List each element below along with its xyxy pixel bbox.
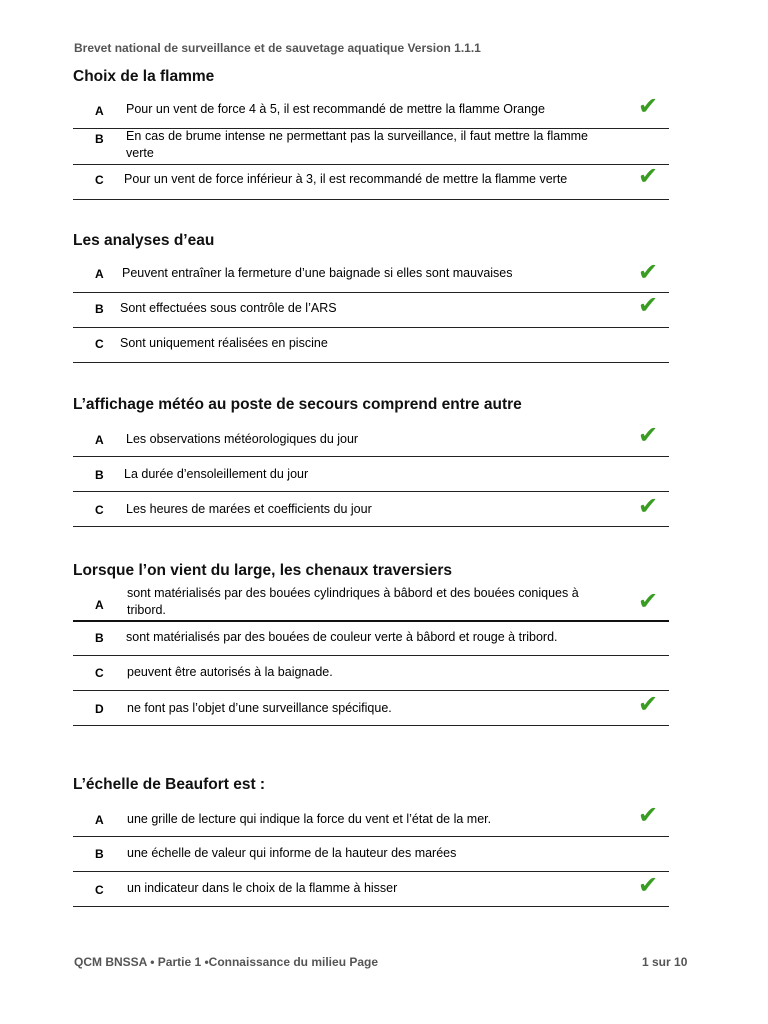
question-title: Lorsque l’on vient du large, les chenaux traversiers bbox=[73, 562, 453, 579]
check-mark-icon: ✔ bbox=[638, 421, 659, 449]
answer-row-d bbox=[73, 690, 669, 726]
check-mark-icon: ✔ bbox=[638, 92, 659, 120]
answer-text: peuvent être autorisés à la baignade. bbox=[127, 665, 333, 679]
answer-letter: C bbox=[95, 666, 104, 680]
answer-letter: A bbox=[95, 598, 104, 612]
answer-row-a bbox=[73, 801, 669, 837]
answer-row-c bbox=[73, 491, 669, 527]
check-mark-icon: ✔ bbox=[638, 690, 659, 718]
answer-letter: B bbox=[95, 132, 104, 146]
answer-letter: B bbox=[95, 468, 104, 482]
answer-text: Peuvent entraîner la fermeture d’une baignade si elles sont mauvaises bbox=[122, 266, 513, 280]
check-mark-icon: ✔ bbox=[638, 801, 659, 829]
check-mark-icon: ✔ bbox=[638, 871, 659, 899]
answer-text: ne font pas l’objet d’une surveillance spécifique. bbox=[127, 701, 392, 715]
document-header: Brevet national de surveillance et de sauvetage aquatique Version 1.1.1 bbox=[74, 41, 481, 55]
answer-text: Sont uniquement réalisées en piscine bbox=[120, 336, 328, 350]
check-mark-icon: ✔ bbox=[638, 291, 659, 319]
answer-text: sont matérialisés par des bouées cylindriques à bâbord et des bouées coniques à tribord. bbox=[127, 586, 579, 617]
answer-text: Pour un vent de force inférieur à 3, il est recommandé de mettre la flamme verte bbox=[124, 172, 568, 186]
answer-row-a bbox=[73, 585, 669, 622]
answer-text: La durée d’ensoleillement du jour bbox=[124, 467, 309, 481]
answer-letter: C bbox=[95, 173, 104, 187]
answer-row-b bbox=[73, 128, 669, 165]
answer-row-a bbox=[73, 421, 669, 457]
check-mark-icon: ✔ bbox=[638, 258, 659, 286]
answer-row-c bbox=[73, 655, 669, 691]
answer-text: Les observations météorologiques du jour bbox=[126, 432, 359, 446]
answer-row-c bbox=[73, 164, 669, 200]
footer-page-number: 1 sur 10 bbox=[642, 955, 688, 969]
answer-row-b bbox=[73, 292, 669, 328]
answer-letter: D bbox=[95, 702, 104, 716]
answer-letter: B bbox=[95, 302, 104, 316]
footer-left: QCM BNSSA • Partie 1 •Connaissance du milieu Page bbox=[74, 955, 379, 969]
answer-text: un indicateur dans le choix de la flamme à hisser bbox=[127, 881, 398, 895]
question-title: Choix de la flamme bbox=[73, 68, 215, 85]
answer-text: sont matérialisés par des bouées de couleur verte à bâbord et rouge à tribord. bbox=[126, 630, 558, 644]
answer-text: une grille de lecture qui indique la force du vent et l’état de la mer. bbox=[127, 812, 492, 826]
answer-letter: A bbox=[95, 104, 104, 118]
answer-row-c bbox=[73, 871, 669, 907]
question-title: Les analyses d’eau bbox=[73, 232, 215, 249]
check-mark-icon: ✔ bbox=[638, 162, 659, 190]
answer-letter: C bbox=[95, 337, 104, 351]
answer-text: En cas de brume intense ne permettant pas la surveillance, il faut mettre la flamme verte bbox=[126, 129, 588, 160]
check-mark-icon: ✔ bbox=[638, 587, 659, 615]
answer-text: Les heures de marées et coefficients du jour bbox=[126, 502, 372, 516]
answer-row-b bbox=[73, 620, 669, 656]
answer-letter: A bbox=[95, 813, 104, 827]
answer-letter: A bbox=[95, 267, 104, 281]
answer-letter: B bbox=[95, 847, 104, 861]
answer-row-b bbox=[73, 836, 669, 872]
answer-letter: B bbox=[95, 631, 104, 645]
answer-text: une échelle de valeur qui informe de la hauteur des marées bbox=[127, 846, 457, 860]
answer-text: Sont effectuées sous contrôle de l’ARS bbox=[120, 301, 337, 315]
answer-letter: A bbox=[95, 433, 104, 447]
answer-row-a bbox=[73, 257, 669, 293]
answer-text: Pour un vent de force 4 à 5, il est recommandé de mettre la flamme Orange bbox=[126, 102, 545, 116]
answer-row-b bbox=[73, 456, 669, 492]
answer-letter: C bbox=[95, 883, 104, 897]
question-title: L’échelle de Beaufort est : bbox=[73, 776, 266, 793]
check-mark-icon: ✔ bbox=[638, 492, 659, 520]
answer-letter: C bbox=[95, 503, 104, 517]
question-title: L’affichage météo au poste de secours comprend entre autre bbox=[73, 396, 522, 413]
answer-row-a bbox=[73, 92, 669, 129]
answer-row-c bbox=[73, 327, 669, 363]
